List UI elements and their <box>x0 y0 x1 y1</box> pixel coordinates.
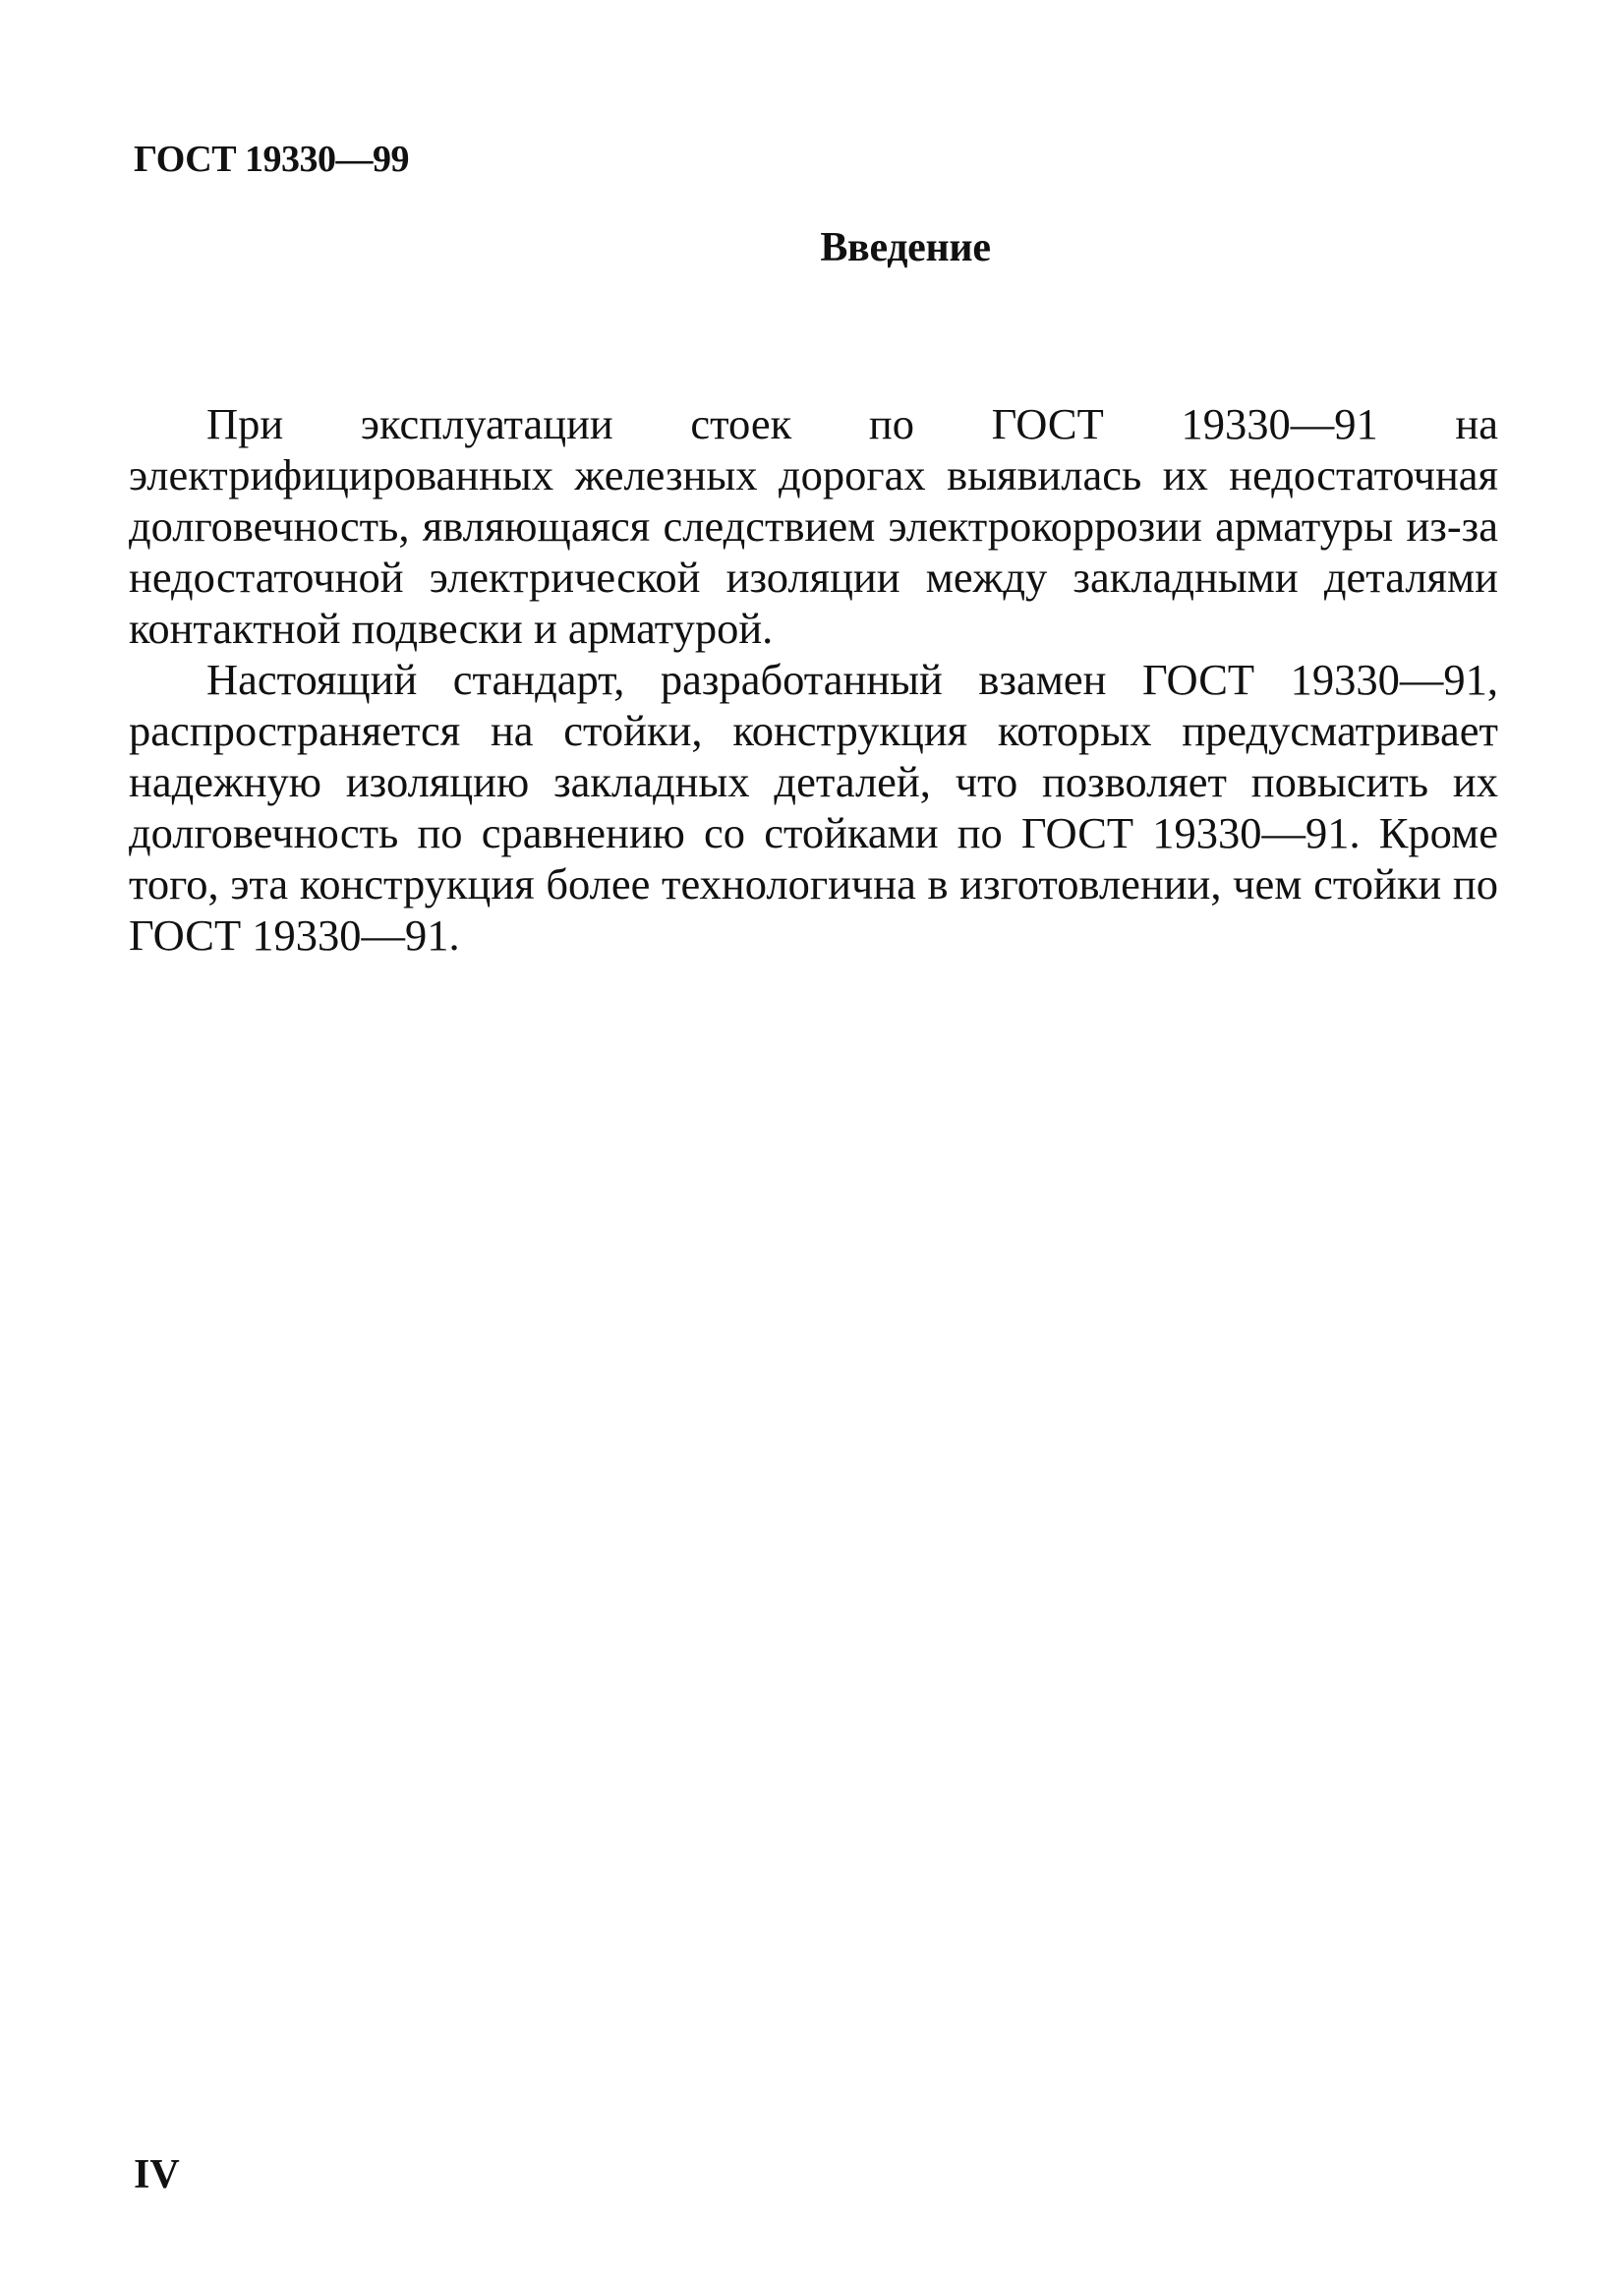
page-number: IV <box>134 2152 180 2197</box>
document-code-header: ГОСТ 19330—99 <box>134 139 410 180</box>
paragraph-1: При эксплуатации стоек по ГОСТ 19330—91 на электрифицированных железных дорогах выявилась их недостаточная долговечность, являющаяся следствием электрокоррозии арматуры из-за недостаточной электрической изоляции между закладными деталями контактной подвески и арматурой. <box>129 399 1498 653</box>
section-title: Введение <box>820 225 991 270</box>
paragraph-2: Настоящий стандарт, разработанный взамен ГОСТ 19330—91, распространяется на стойки, конструкция которых предусматривает надежную изоляцию закладных деталей, что позволяет повысить их долговечность по сравнению со стойками по ГОСТ 19330—91. Кроме того, эта конструкция более технологична в изготовлении, чем стойки по ГОСТ 19330—91. <box>129 655 1498 960</box>
body-text <box>129 398 1498 961</box>
